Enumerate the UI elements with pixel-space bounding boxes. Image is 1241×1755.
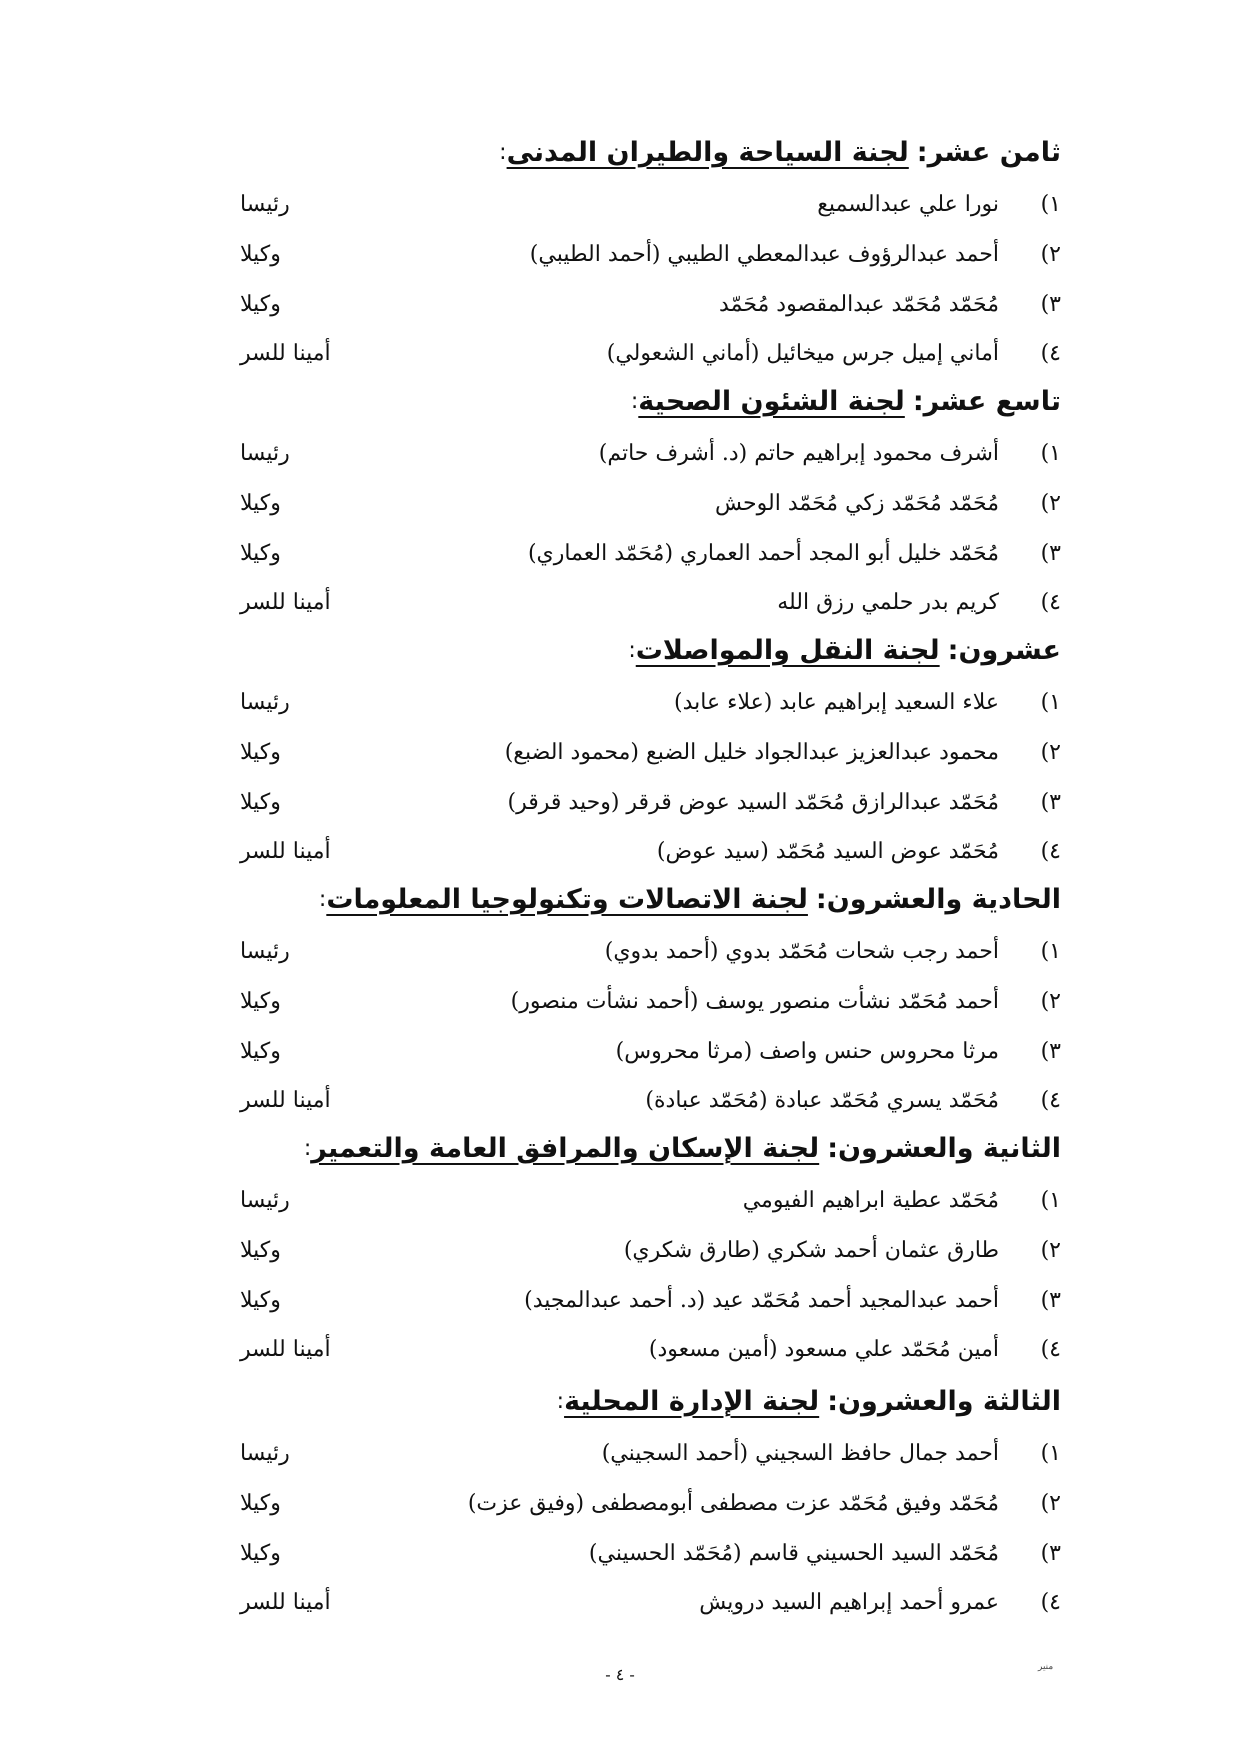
member-name: مُحَمّد وفيق مُحَمّد عزت مصطفى أبومصطفى (وفيق عزت) <box>467 1490 999 1516</box>
member-role: رئيسا <box>240 939 290 964</box>
member-name: أشرف محمود إبراهيم حاتم (د. أشرف حاتم) <box>598 441 999 466</box>
member-number: ٣) <box>1040 291 1061 317</box>
committee-ordinal: الثانية والعشرون: <box>827 1132 1061 1164</box>
member-row <box>240 578 1061 628</box>
committee-name: لجنة الشئون الصحية <box>638 385 905 417</box>
heading-colon: : <box>628 637 636 663</box>
committee-name: لجنة الإدارة المحلية <box>564 1385 820 1417</box>
member-number: ٤) <box>1040 839 1061 865</box>
member-role: أمينا للسر <box>240 1337 331 1363</box>
member-name: أحمد جمال حافظ السجيني (أحمد السجيني) <box>601 1441 999 1466</box>
member-role: أمينا للسر <box>240 1590 331 1616</box>
page-number: - ٤ - <box>605 1665 635 1684</box>
member-row <box>240 1479 1061 1529</box>
member-number: ٣) <box>1040 1287 1061 1313</box>
member-number: ١) <box>1040 192 1061 217</box>
committee-ordinal: الثالثة والعشرون: <box>827 1385 1061 1417</box>
member-name: نورا علي عبدالسميع <box>817 192 999 217</box>
member-number: ٢) <box>1040 1237 1061 1263</box>
member-row <box>240 1226 1061 1276</box>
member-name: مُحَمّد خليل أبو المجد أحمد العماري (مُحَمّد العماري) <box>527 540 999 566</box>
committee-name: لجنة النقل والمواصلات <box>635 634 940 666</box>
member-role: وكيلا <box>240 241 281 267</box>
member-role: رئيسا <box>240 690 290 715</box>
member-row <box>240 1276 1061 1326</box>
member-row <box>240 529 1061 579</box>
member-role: وكيلا <box>240 739 281 765</box>
member-name: عمرو أحمد إبراهيم السيد درويش <box>699 1590 999 1616</box>
committee-section <box>240 124 1061 379</box>
member-role: أمينا للسر <box>240 839 331 865</box>
member-role: وكيلا <box>240 1540 281 1566</box>
heading-colon: : <box>318 886 327 912</box>
member-number: ٢) <box>1040 988 1061 1014</box>
member-row <box>240 280 1061 330</box>
member-row <box>240 728 1061 778</box>
member-name: كريم بدر حلمي رزق الله <box>777 590 999 616</box>
member-row <box>240 1325 1061 1375</box>
heading-colon: : <box>630 388 639 414</box>
member-number: ١) <box>1040 1188 1061 1213</box>
member-number: ٣) <box>1040 540 1061 566</box>
member-number: ٣) <box>1040 1038 1061 1064</box>
committee-ordinal: ثامن عشر: <box>916 136 1061 168</box>
member-name: محمود عبدالعزيز عبدالجواد خليل الضبع (محمود الضبع) <box>504 739 999 765</box>
member-number: ٣) <box>1040 789 1061 815</box>
member-row <box>240 429 1061 479</box>
member-role: وكيلا <box>240 988 281 1014</box>
member-role: رئيسا <box>240 1188 290 1213</box>
member-row <box>240 329 1061 379</box>
member-row <box>240 678 1061 728</box>
member-role: وكيلا <box>240 490 281 516</box>
member-number: ٤) <box>1040 1088 1061 1114</box>
heading-colon: : <box>499 139 507 165</box>
member-row <box>240 977 1061 1027</box>
member-number: ٢) <box>1040 739 1061 765</box>
member-name: طارق عثمان أحمد شكري (طارق شكري) <box>623 1237 999 1263</box>
member-name: مُحَمّد مُحَمّد عبدالمقصود مُحَمّد <box>719 291 999 317</box>
member-row <box>240 1578 1061 1628</box>
member-name: مُحَمّد السيد الحسيني قاسم (مُحَمّد الحسيني) <box>588 1540 999 1566</box>
member-name: مُحَمّد عطية ابراهيم الفيومي <box>742 1188 999 1213</box>
heading-colon: : <box>556 1388 565 1414</box>
member-name: أحمد عبدالرؤوف عبدالمعطي الطيبي (أحمد الطيبي) <box>529 241 999 267</box>
member-role: وكيلا <box>240 789 281 815</box>
member-number: ٢) <box>1040 490 1061 516</box>
committee-heading <box>240 622 1061 678</box>
member-name: أحمد عبدالمجيد أحمد مُحَمّد عيد (د. أحمد عبدالمجيد) <box>524 1287 999 1313</box>
committee-heading <box>240 1373 1061 1429</box>
committee-ordinal: تاسع عشر: <box>912 385 1061 417</box>
member-number: ٢) <box>1040 241 1061 267</box>
member-row <box>240 827 1061 877</box>
committee-section <box>240 1120 1061 1375</box>
member-number: ٤) <box>1040 341 1061 367</box>
member-role: وكيلا <box>240 1490 281 1516</box>
member-name: علاء السعيد إبراهيم عابد (علاء عابد) <box>674 690 999 715</box>
member-name: أمين مُحَمّد علي مسعود (أمين مسعود) <box>648 1337 999 1363</box>
member-role: وكيلا <box>240 1237 281 1263</box>
committee-heading <box>240 1120 1061 1176</box>
member-role: أمينا للسر <box>240 590 331 616</box>
member-number: ٤) <box>1040 590 1061 616</box>
member-number: ١) <box>1040 690 1061 715</box>
member-name: أماني إميل جرس ميخائيل (أماني الشعولي) <box>606 341 999 367</box>
committee-heading <box>240 871 1061 927</box>
committee-section <box>240 622 1061 877</box>
member-row <box>240 1176 1061 1226</box>
committee-section <box>240 373 1061 628</box>
member-number: ١) <box>1040 1441 1061 1466</box>
committee-name: لجنة الاتصالات وتكنولوجيا المعلومات <box>326 883 808 915</box>
member-role: رئيسا <box>240 441 290 466</box>
member-role: وكيلا <box>240 1287 281 1313</box>
member-row <box>240 927 1061 977</box>
member-row <box>240 1027 1061 1077</box>
member-row <box>240 230 1061 280</box>
member-number: ٤) <box>1040 1590 1061 1616</box>
member-role: رئيسا <box>240 192 290 217</box>
member-role: رئيسا <box>240 1441 290 1466</box>
member-row <box>240 1529 1061 1579</box>
member-row <box>240 180 1061 230</box>
member-number: ١) <box>1040 939 1061 964</box>
committee-ordinal: عشرون: <box>947 634 1061 666</box>
member-name: أحمد رجب شحات مُحَمّد بدوي (أحمد بدوي) <box>604 939 999 964</box>
committee-heading <box>240 124 1061 180</box>
member-name: مُحَمّد عبدالرازق مُحَمّد السيد عوض قرقر (وحيد قرقر) <box>507 789 999 815</box>
member-row <box>240 479 1061 529</box>
committee-heading <box>240 373 1061 429</box>
member-number: ٣) <box>1040 1540 1061 1566</box>
member-number: ١) <box>1040 441 1061 466</box>
member-role: وكيلا <box>240 291 281 317</box>
member-role: أمينا للسر <box>240 341 331 367</box>
member-name: أحمد مُحَمّد نشأت منصور يوسف (أحمد نشأت منصور) <box>510 988 999 1014</box>
footer-mark: منير <box>1038 1662 1054 1672</box>
member-number: ٤) <box>1040 1337 1061 1363</box>
committee-section <box>240 1373 1061 1628</box>
member-number: ٢) <box>1040 1490 1061 1516</box>
heading-colon: : <box>303 1135 312 1161</box>
member-row <box>240 778 1061 828</box>
member-row <box>240 1429 1061 1479</box>
committee-name: لجنة الإسكان والمرافق العامة والتعمير <box>311 1132 820 1164</box>
member-role: أمينا للسر <box>240 1088 331 1114</box>
committee-name: لجنة السياحة والطيران المدنى <box>506 136 909 168</box>
member-name: مرثا محروس حنس واصف (مرثا محروس) <box>615 1038 999 1064</box>
member-name: مُحَمّد يسري مُحَمّد عبادة (مُحَمّد عبادة) <box>645 1088 999 1114</box>
member-role: وكيلا <box>240 540 281 566</box>
committee-section <box>240 871 1061 1126</box>
committee-ordinal: الحادية والعشرون: <box>815 883 1061 915</box>
member-name: مُحَمّد عوض السيد مُحَمّد (سيد عوض) <box>656 839 999 865</box>
member-row <box>240 1076 1061 1126</box>
member-name: مُحَمّد مُحَمّد زكي مُحَمّد الوحش <box>715 490 999 516</box>
member-role: وكيلا <box>240 1038 281 1064</box>
